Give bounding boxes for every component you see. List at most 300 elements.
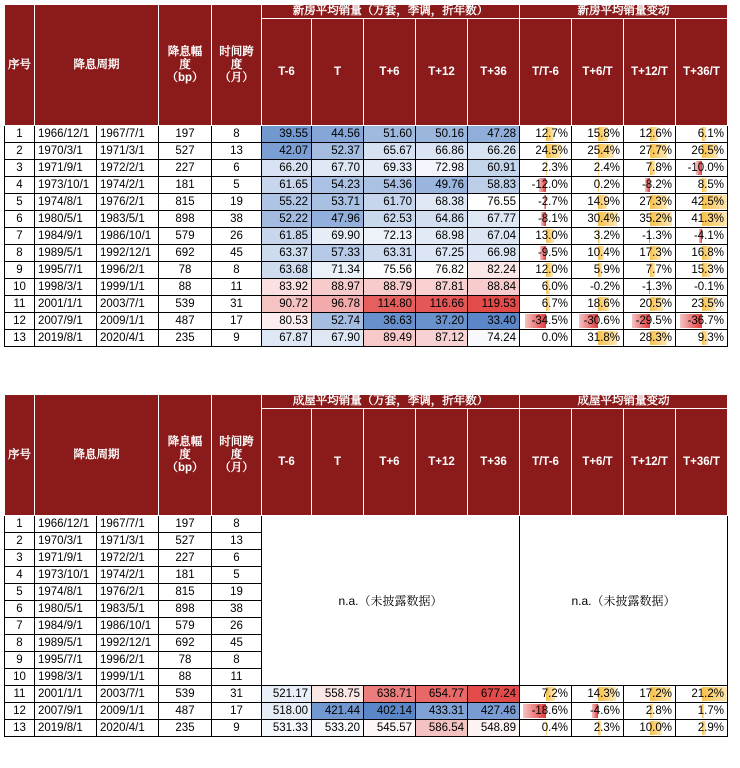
sales-value: 54.36 — [364, 177, 416, 194]
sales-value: 33.40 — [468, 313, 520, 330]
row-number: 5 — [5, 584, 35, 601]
change-cell — [676, 686, 728, 703]
span-months: 45 — [212, 635, 262, 652]
span-months: 8 — [212, 262, 262, 279]
sales-value: 518.00 — [262, 703, 312, 720]
sales-value: 42.07 — [262, 143, 312, 160]
change-cell — [572, 126, 624, 143]
sales-value: 52.22 — [262, 211, 312, 228]
header-col-tplus36: T+36 — [468, 19, 520, 126]
span-months: 26 — [212, 228, 262, 245]
change-value: 16.8% — [691, 247, 724, 259]
cut-end-date: 2003/7/1 — [97, 686, 159, 703]
change-cell — [572, 262, 624, 279]
row-number: 8 — [5, 245, 35, 262]
sales-value: 421.44 — [312, 703, 364, 720]
cut-bp: 898 — [159, 211, 212, 228]
change-value: 12.6% — [639, 128, 672, 140]
sales-value: 37.20 — [416, 313, 468, 330]
sales-value: 72.98 — [416, 160, 468, 177]
span-months: 9 — [212, 720, 262, 737]
sales-value: 82.24 — [468, 262, 520, 279]
row-number: 9 — [5, 262, 35, 279]
cut-end-date: 1967/7/1 — [97, 516, 159, 533]
change-value: -0.2% — [589, 281, 620, 293]
sales-value: 80.53 — [262, 313, 312, 330]
change-cell — [676, 126, 728, 143]
cut-bp: 88 — [159, 669, 212, 686]
change-value: 2.3% — [593, 722, 620, 734]
cut-start-date: 1998/3/1 — [35, 669, 97, 686]
table-row — [5, 720, 728, 737]
change-cell — [624, 313, 676, 330]
cut-bp: 227 — [159, 550, 212, 567]
row-number: 2 — [5, 143, 35, 160]
table-row — [5, 262, 728, 279]
change-value: 18.6% — [587, 298, 620, 310]
change-cell — [624, 228, 676, 245]
sales-value: 83.92 — [262, 279, 312, 296]
change-cell — [624, 126, 676, 143]
table-row — [5, 228, 728, 245]
cut-start-date: 1971/9/1 — [35, 550, 97, 567]
sales-value: 39.55 — [262, 126, 312, 143]
change-value: 0.0% — [541, 332, 568, 344]
sales-value: 654.77 — [416, 686, 468, 703]
sales-value: 63.31 — [364, 245, 416, 262]
change-cell — [520, 296, 572, 313]
sales-value: 638.71 — [364, 686, 416, 703]
change-cell — [572, 143, 624, 160]
cut-start-date: 2007/9/1 — [35, 313, 97, 330]
change-cell — [520, 279, 572, 296]
table-row — [5, 703, 728, 720]
change-value: 0.4% — [541, 722, 568, 734]
change-value: 12.7% — [535, 128, 568, 140]
sales-value: 521.17 — [262, 686, 312, 703]
cut-end-date: 1986/10/1 — [97, 618, 159, 635]
change-cell — [572, 245, 624, 262]
change-cell — [624, 194, 676, 211]
change-value: -12.0% — [531, 179, 568, 191]
change-value: 3.2% — [593, 230, 620, 242]
cut-start-date: 2001/1/1 — [35, 296, 97, 313]
change-value: 27.7% — [639, 145, 672, 157]
sales-value: 88.97 — [312, 279, 364, 296]
header-seq: 序号 — [5, 395, 35, 516]
cut-end-date: 1999/1/1 — [97, 669, 159, 686]
change-value: 17.3% — [639, 247, 672, 259]
header-chg-2: T+12/T — [624, 19, 676, 126]
change-cell — [676, 296, 728, 313]
change-value: 13.0% — [535, 230, 568, 242]
span-months: 31 — [212, 686, 262, 703]
sales-value: 57.33 — [312, 245, 364, 262]
row-number: 12 — [5, 703, 35, 720]
change-cell — [676, 143, 728, 160]
cut-start-date: 2019/8/1 — [35, 720, 97, 737]
sales-value: 76.55 — [468, 194, 520, 211]
row-number: 8 — [5, 635, 35, 652]
change-value: 6.0% — [541, 281, 568, 293]
header-chg-1: T+6/T — [572, 19, 624, 126]
change-value: 41.3% — [691, 213, 724, 225]
sales-value: 60.91 — [468, 160, 520, 177]
change-cell — [676, 245, 728, 262]
change-cell — [624, 143, 676, 160]
change-value: 6.1% — [697, 128, 724, 140]
change-cell — [520, 143, 572, 160]
cut-start-date: 1989/5/1 — [35, 245, 97, 262]
sales-value: 114.80 — [364, 296, 416, 313]
change-cell — [572, 720, 624, 737]
table-row — [5, 313, 728, 330]
cut-start-date: 1973/10/1 — [35, 567, 97, 584]
change-cell — [624, 160, 676, 177]
header-group-change: 成屋平均销量变动 — [520, 395, 728, 409]
span-months: 31 — [212, 296, 262, 313]
sales-value: 64.86 — [416, 211, 468, 228]
cut-bp: 487 — [159, 313, 212, 330]
sales-value: 533.20 — [312, 720, 364, 737]
cut-bp: 88 — [159, 279, 212, 296]
change-cell — [676, 313, 728, 330]
change-cell — [676, 160, 728, 177]
sales-value: 66.26 — [468, 143, 520, 160]
change-cell — [572, 686, 624, 703]
sales-value: 531.33 — [262, 720, 312, 737]
header-col-tplus36: T+36 — [468, 409, 520, 516]
change-value: 2.4% — [593, 162, 620, 174]
change-cell — [520, 228, 572, 245]
cut-start-date: 2019/8/1 — [35, 330, 97, 347]
change-cell — [572, 160, 624, 177]
row-number: 3 — [5, 550, 35, 567]
span-months: 8 — [212, 652, 262, 669]
sales-value: 61.65 — [262, 177, 312, 194]
sales-value: 63.37 — [262, 245, 312, 262]
cut-end-date: 1992/12/1 — [97, 245, 159, 262]
change-value: 14.3% — [587, 688, 620, 700]
change-value: 7.8% — [645, 162, 672, 174]
cut-end-date: 1971/3/1 — [97, 533, 159, 550]
header-span: 时间跨 度 （月） — [212, 5, 262, 126]
header-group-level: 新房平均销量（万套，季调，折年数） — [262, 5, 520, 19]
table-row — [5, 177, 728, 194]
cut-bp: 527 — [159, 533, 212, 550]
sales-value: 65.67 — [364, 143, 416, 160]
change-cell — [572, 313, 624, 330]
cut-bp: 227 — [159, 160, 212, 177]
header-chg-3: T+36/T — [676, 19, 728, 126]
row-number: 9 — [5, 652, 35, 669]
row-number: 10 — [5, 279, 35, 296]
table2-table — [4, 394, 728, 737]
cut-start-date: 1980/5/1 — [35, 601, 97, 618]
change-value: -1.3% — [641, 230, 672, 242]
cut-bp: 539 — [159, 296, 212, 313]
cut-end-date: 1972/2/1 — [97, 160, 159, 177]
change-value: -9.5% — [537, 247, 568, 259]
change-cell — [520, 177, 572, 194]
change-value: -0.1% — [693, 281, 724, 293]
header-group-level: 成屋平均销量（万套，季调，折年数） — [262, 395, 520, 409]
header-col-tplus12: T+12 — [416, 409, 468, 516]
change-cell — [676, 194, 728, 211]
sales-value: 402.14 — [364, 703, 416, 720]
table-row — [5, 143, 728, 160]
sales-value: 68.38 — [416, 194, 468, 211]
cut-bp: 692 — [159, 245, 212, 262]
change-value: -29.5% — [635, 315, 672, 327]
sales-value: 52.74 — [312, 313, 364, 330]
row-number: 12 — [5, 313, 35, 330]
change-cell — [520, 126, 572, 143]
sales-value: 67.87 — [262, 330, 312, 347]
sales-value: 119.53 — [468, 296, 520, 313]
cut-bp: 181 — [159, 567, 212, 584]
cut-end-date: 2009/1/1 — [97, 703, 159, 720]
header-chg-3: T+36/T — [676, 409, 728, 516]
sales-value: 67.90 — [312, 330, 364, 347]
change-cell — [520, 313, 572, 330]
change-value: 28.3% — [639, 332, 672, 344]
span-months: 8 — [212, 126, 262, 143]
cut-end-date: 1976/2/1 — [97, 194, 159, 211]
change-value: 1.7% — [697, 705, 724, 717]
span-months: 26 — [212, 618, 262, 635]
change-value: 14.9% — [587, 196, 620, 208]
sales-value: 71.34 — [312, 262, 364, 279]
change-value: 9.3% — [697, 332, 724, 344]
cut-bp: 815 — [159, 584, 212, 601]
sales-value: 66.20 — [262, 160, 312, 177]
sales-value: 427.46 — [468, 703, 520, 720]
change-value: 10.4% — [587, 247, 620, 259]
row-number: 11 — [5, 296, 35, 313]
span-months: 8 — [212, 516, 262, 533]
cut-bp: 78 — [159, 652, 212, 669]
span-months: 45 — [212, 245, 262, 262]
header-col-t-6: T-6 — [262, 409, 312, 516]
table1-table — [4, 4, 728, 347]
sales-value: 44.56 — [312, 126, 364, 143]
cut-end-date: 2020/4/1 — [97, 720, 159, 737]
table-row — [5, 245, 728, 262]
header-chg-1: T+6/T — [572, 409, 624, 516]
sales-value: 87.12 — [416, 330, 468, 347]
span-months: 17 — [212, 313, 262, 330]
table-row — [5, 686, 728, 703]
row-number: 10 — [5, 669, 35, 686]
change-cell — [676, 330, 728, 347]
sales-value: 67.25 — [416, 245, 468, 262]
change-cell — [572, 279, 624, 296]
span-months: 38 — [212, 211, 262, 228]
change-value: 31.8% — [587, 332, 620, 344]
sales-value: 50.16 — [416, 126, 468, 143]
change-value: -10.0% — [687, 162, 724, 174]
cut-bp: 181 — [159, 177, 212, 194]
cut-start-date: 1984/9/1 — [35, 228, 97, 245]
header-col-t: T — [312, 409, 364, 516]
row-number: 13 — [5, 330, 35, 347]
sales-value: 67.04 — [468, 228, 520, 245]
row-number: 4 — [5, 177, 35, 194]
table-row — [5, 330, 728, 347]
span-months: 17 — [212, 703, 262, 720]
header-cut: 降息幅 度 （bp） — [159, 395, 212, 516]
sales-value: 89.49 — [364, 330, 416, 347]
change-value: -8.2% — [641, 179, 672, 191]
cut-start-date: 1970/3/1 — [35, 143, 97, 160]
change-value: 27.3% — [639, 196, 672, 208]
sales-value: 67.70 — [312, 160, 364, 177]
header-col-t: T — [312, 19, 364, 126]
header-chg-0: T/T-6 — [520, 409, 572, 516]
header-col-tplus6: T+6 — [364, 409, 416, 516]
change-value: 12.0% — [535, 264, 568, 276]
change-cell — [624, 686, 676, 703]
header-col-t-6: T-6 — [262, 19, 312, 126]
change-value: 5.9% — [593, 264, 620, 276]
change-cell — [624, 296, 676, 313]
cut-end-date: 1983/5/1 — [97, 211, 159, 228]
table-row — [5, 126, 728, 143]
cut-start-date: 1995/7/1 — [35, 262, 97, 279]
change-value: 15.8% — [587, 128, 620, 140]
change-cell — [676, 279, 728, 296]
change-value: -4.1% — [693, 230, 724, 242]
cut-bp: 235 — [159, 720, 212, 737]
change-value: 2.8% — [645, 705, 672, 717]
table-row — [5, 211, 728, 228]
change-value: 17.2% — [639, 688, 672, 700]
change-value: 21.2% — [691, 688, 724, 700]
change-cell — [624, 720, 676, 737]
change-cell — [624, 245, 676, 262]
header-period: 降息周期 — [35, 5, 159, 126]
header-span: 时间跨 度 （月） — [212, 395, 262, 516]
header-col-tplus6: T+6 — [364, 19, 416, 126]
sales-value: 75.56 — [364, 262, 416, 279]
span-months: 11 — [212, 669, 262, 686]
cut-end-date: 1992/12/1 — [97, 635, 159, 652]
change-value: 2.3% — [541, 162, 568, 174]
sales-value: 52.37 — [312, 143, 364, 160]
sales-value: 433.31 — [416, 703, 468, 720]
change-cell — [676, 703, 728, 720]
sales-value: 68.98 — [416, 228, 468, 245]
sales-value: 54.23 — [312, 177, 364, 194]
change-value: -30.6% — [583, 315, 620, 327]
cut-end-date: 1974/2/1 — [97, 177, 159, 194]
change-cell — [572, 703, 624, 720]
cut-end-date: 1967/7/1 — [97, 126, 159, 143]
change-cell — [520, 194, 572, 211]
change-cell — [676, 211, 728, 228]
cut-end-date: 1976/2/1 — [97, 584, 159, 601]
cut-end-date: 1999/1/1 — [97, 279, 159, 296]
sales-value: 76.82 — [416, 262, 468, 279]
change-cell — [624, 262, 676, 279]
sales-value: 586.54 — [416, 720, 468, 737]
cut-start-date: 1989/5/1 — [35, 635, 97, 652]
change-cell — [572, 194, 624, 211]
sales-value: 55.22 — [262, 194, 312, 211]
sales-value: 53.71 — [312, 194, 364, 211]
span-months: 6 — [212, 550, 262, 567]
cut-end-date: 1974/2/1 — [97, 567, 159, 584]
change-value: 2.9% — [697, 722, 724, 734]
change-value: 0.2% — [593, 179, 620, 191]
cut-end-date: 2009/1/1 — [97, 313, 159, 330]
sales-value: 72.13 — [364, 228, 416, 245]
row-number: 7 — [5, 618, 35, 635]
change-value: 8.5% — [697, 179, 724, 191]
change-cell — [572, 330, 624, 347]
cut-bp: 78 — [159, 262, 212, 279]
change-value: -2.7% — [537, 196, 568, 208]
cut-start-date: 1973/10/1 — [35, 177, 97, 194]
change-cell — [676, 177, 728, 194]
cut-bp: 579 — [159, 228, 212, 245]
sales-value: 61.70 — [364, 194, 416, 211]
cut-end-date: 2003/7/1 — [97, 296, 159, 313]
cut-start-date: 1970/3/1 — [35, 533, 97, 550]
cut-start-date: 1980/5/1 — [35, 211, 97, 228]
change-cell — [676, 720, 728, 737]
cut-end-date: 1996/2/1 — [97, 652, 159, 669]
sales-value: 36.63 — [364, 313, 416, 330]
header-group-change: 新房平均销量变动 — [520, 5, 728, 19]
cut-start-date: 1966/12/1 — [35, 516, 97, 533]
cut-start-date: 1998/3/1 — [35, 279, 97, 296]
cut-start-date: 1974/8/1 — [35, 194, 97, 211]
change-cell — [572, 177, 624, 194]
cut-start-date: 1974/8/1 — [35, 584, 97, 601]
table-row — [5, 160, 728, 177]
change-cell — [572, 296, 624, 313]
span-months: 19 — [212, 194, 262, 211]
change-cell — [624, 211, 676, 228]
cut-end-date: 1996/2/1 — [97, 262, 159, 279]
sales-value: 87.81 — [416, 279, 468, 296]
cut-start-date: 1971/9/1 — [35, 160, 97, 177]
change-value: 25.4% — [587, 145, 620, 157]
table-row — [5, 516, 728, 533]
cut-start-date: 2007/9/1 — [35, 703, 97, 720]
change-value: -34.5% — [531, 315, 568, 327]
change-cell — [676, 262, 728, 279]
cut-bp: 539 — [159, 686, 212, 703]
span-months: 5 — [212, 567, 262, 584]
header-chg-0: T/T-6 — [520, 19, 572, 126]
change-value: 24.5% — [535, 145, 568, 157]
change-cell — [572, 228, 624, 245]
cut-start-date: 1966/12/1 — [35, 126, 97, 143]
sales-value: 74.24 — [468, 330, 520, 347]
row-number: 13 — [5, 720, 35, 737]
sales-value: 88.79 — [364, 279, 416, 296]
sales-value: 548.89 — [468, 720, 520, 737]
cut-bp: 815 — [159, 194, 212, 211]
na-level: n.a.（未披露数据） — [262, 516, 520, 686]
change-value: 35.2% — [639, 213, 672, 225]
cut-bp: 235 — [159, 330, 212, 347]
header-cut: 降息幅 度 （bp） — [159, 5, 212, 126]
header-chg-2: T+12/T — [624, 409, 676, 516]
